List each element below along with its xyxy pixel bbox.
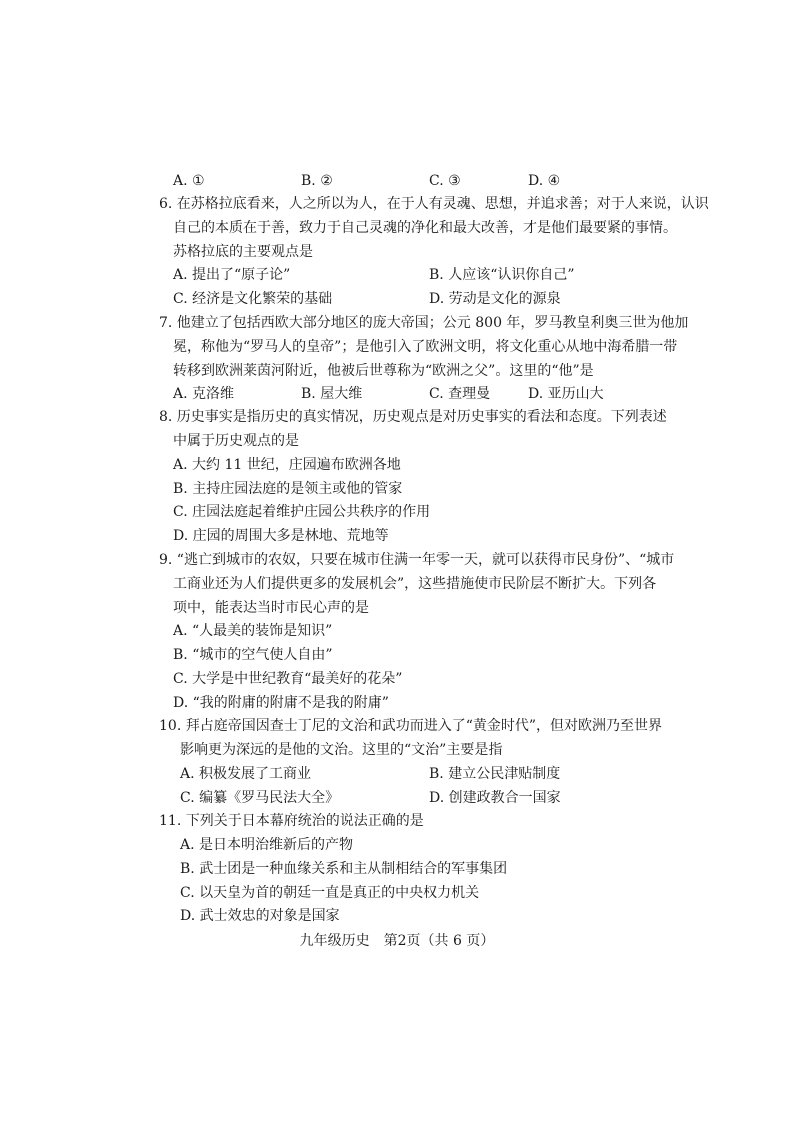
q5-option-d: D. ④: [528, 173, 561, 189]
q9-stem-line-3: 项中，能表达当时市民心声的是: [173, 600, 369, 616]
q7-stem-line-2: 冕，称他为“罗马人的皇帝”；是他引入了欧洲文明，将文化重心从地中海希腊一带: [173, 339, 678, 355]
q7-option-c: C. 查理曼: [429, 386, 491, 402]
q10-option-a: A. 积极发展了工商业: [180, 766, 312, 782]
q11-option-d: D. 武士效忠的对象是国家: [180, 908, 340, 924]
q8-option-a: A. 大约 11 世纪，庄园遍布欧洲各地: [173, 457, 401, 473]
q6-stem-line-3: 苏格拉底的主要观点是: [173, 244, 313, 260]
q10-option-c: C. 编纂《罗马民法大全》: [180, 790, 340, 806]
q6-option-b: B. 人应该“认识你自己”: [429, 267, 575, 283]
q6-stem-line-1: 6. 在苏格拉底看来，人之所以为人，在于人有灵魂、思想，并追求善；对于人来说，认识: [159, 196, 709, 212]
q9-stem-line-1: 9. “逃亡到城市的农奴，只要在城市住满一年零一天，就可以获得市民身份”、“城市: [159, 552, 675, 568]
q9-stem-line-2: 工商业还为人们提供更多的发展机会”，这些措施使市民阶层不断扩大。下列各: [173, 576, 657, 592]
q8-option-d: D. 庄园的周围大多是林地、荒地等: [173, 528, 389, 544]
q6-option-c: C. 经济是文化繁荣的基础: [173, 291, 333, 307]
q7-stem-line-3: 转移到欧洲莱茵河附近，他被后世尊称为“欧洲之父”。这里的“他”是: [173, 363, 594, 379]
q9-option-d: D. “我的附庸的附庸不是我的附庸”: [173, 695, 389, 711]
q6-option-a: A. 提出了“原子论”: [173, 267, 291, 283]
q8-stem-line-2: 中属于历史观点的是: [173, 433, 299, 449]
q5-option-c: C. ③: [429, 173, 461, 189]
q11-stem-line-1: 11. 下列关于日本幕府统治的说法正确的是: [159, 813, 424, 829]
q9-option-c: C. 大学是中世纪教育“最美好的花朵”: [173, 671, 403, 687]
q5-option-b: B. ②: [301, 173, 333, 189]
q8-stem-line-1: 8. 历史事实是指历史的真实情况，历史观点是对历史事实的看法和态度。下列表述: [159, 409, 667, 425]
page-footer: 九年级历史 第2页（共 6 页）: [299, 933, 495, 949]
q5-option-a: A. ①: [173, 173, 205, 189]
q11-option-a: A. 是日本明治维新后的产物: [180, 837, 354, 853]
q10-option-d: D. 创建政教合一国家: [429, 790, 561, 806]
q7-stem-line-1: 7. 他建立了包括西欧大部分地区的庞大帝国；公元 800 年，罗马教皇利奥三世为他加: [159, 315, 689, 331]
q8-option-b: B. 主持庄园法庭的是领主或他的管家: [173, 481, 403, 497]
q11-option-c: C. 以天皇为首的朝廷一直是真正的中央权力机关: [180, 885, 480, 901]
q6-stem-line-2: 自己的本质在于善，致力于自己灵魂的净化和最大改善，才是他们最要紧的事情。: [173, 220, 677, 236]
q9-option-a: A. “人最美的装饰是知识”: [173, 623, 333, 639]
q9-option-b: B. “城市的空气使人自由”: [173, 647, 333, 663]
q7-option-b: B. 屋大维: [301, 386, 363, 402]
q8-option-c: C. 庄园法庭起着维护庄园公共秩序的作用: [173, 504, 431, 520]
q7-option-a: A. 克洛维: [173, 386, 235, 402]
q6-option-d: D. 劳动是文化的源泉: [429, 291, 561, 307]
q10-stem-line-1: 10. 拜占庭帝国因查士丁尼的文治和武功而进入了“黄金时代”，但对欧洲乃至世界: [159, 718, 663, 734]
q10-stem-line-2: 影响更为深远的是他的文治。这里的“文治”主要是指: [180, 742, 503, 758]
q7-option-d: D. 亚历山大: [528, 386, 604, 402]
q11-option-b: B. 武士团是一种血缘关系和主从制相结合的军事集团: [180, 861, 508, 877]
q10-option-b: B. 建立公民津贴制度: [429, 766, 561, 782]
